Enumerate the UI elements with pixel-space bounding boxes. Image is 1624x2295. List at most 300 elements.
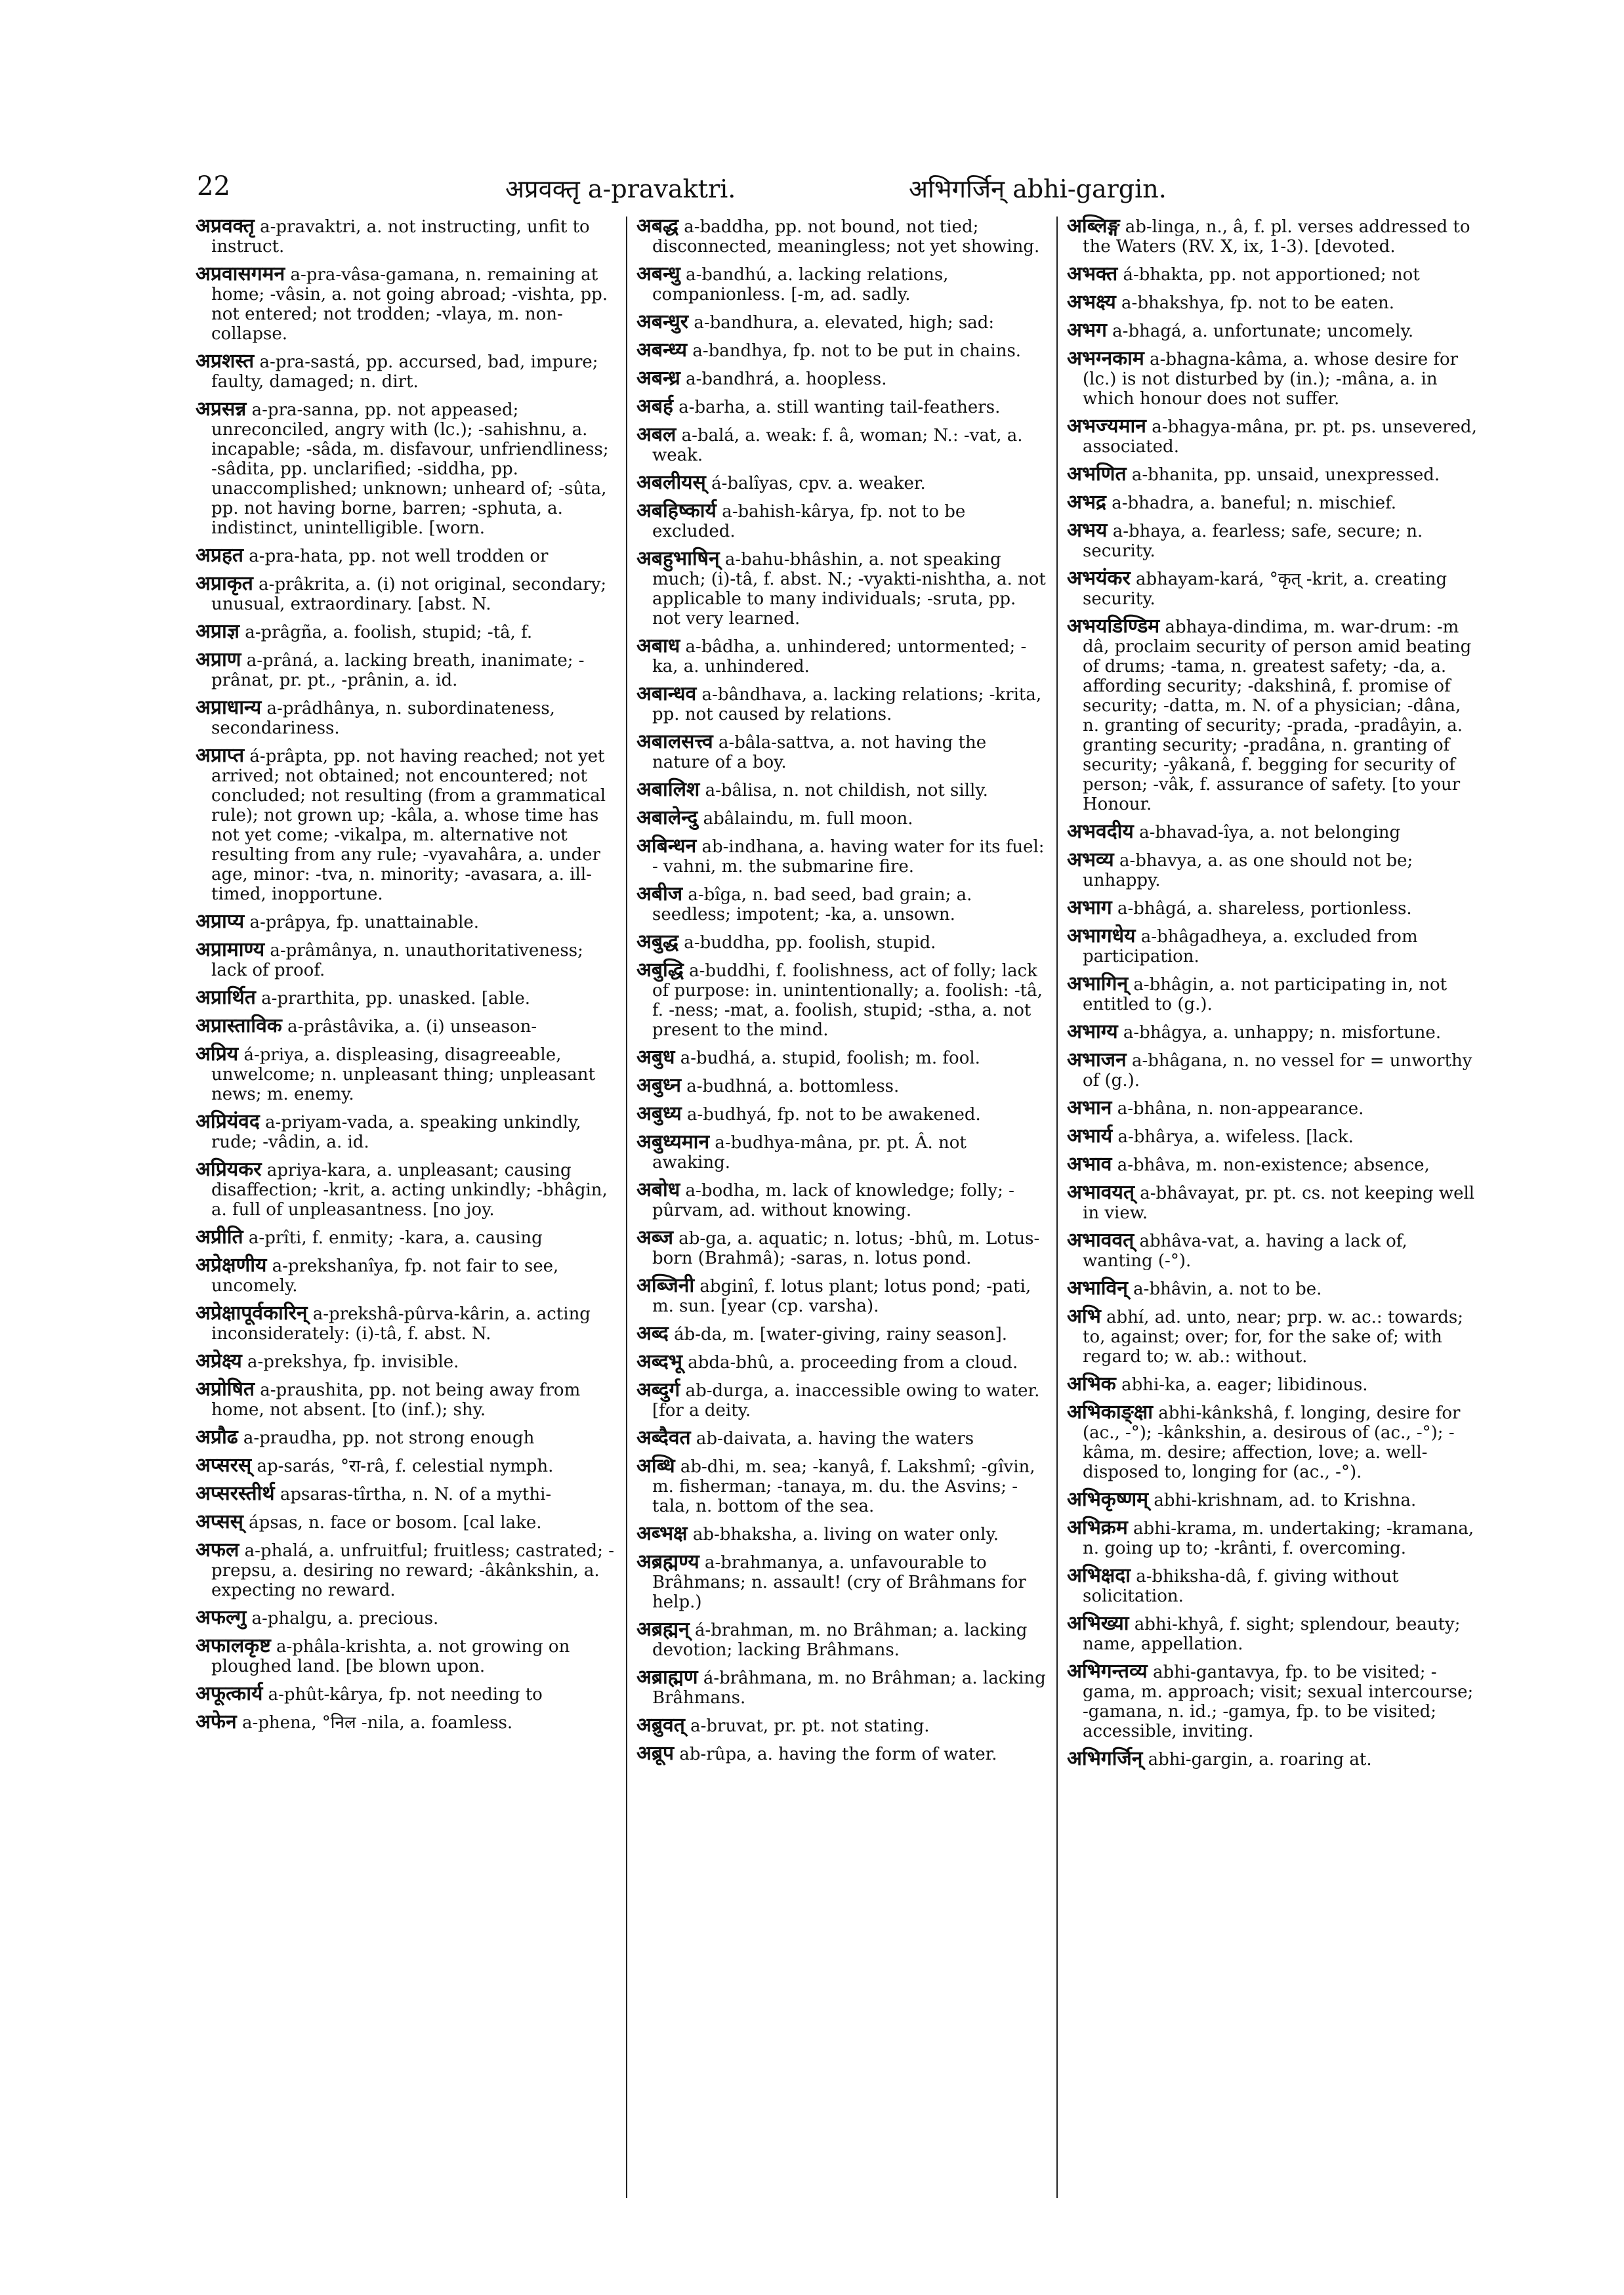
definition: apriya-kara, a. unpleasant; causing disaffection; -krit, a. acting unkindly; -bhâgin, a. full of unpleasantness. [no joy. (211, 1161, 608, 1220)
headword: अबालेन्दु (636, 806, 698, 829)
dictionary-entry (196, 1016, 618, 1037)
dictionary-entry (636, 1324, 1049, 1344)
headword: अब्रूप (636, 1742, 675, 1765)
dictionary-entry (636, 1228, 1049, 1268)
headword: अप्राप्त (196, 744, 245, 767)
headword: अप्रिय (196, 1043, 239, 1065)
dictionary-entry (1067, 1279, 1479, 1299)
column-left (196, 217, 626, 2198)
column-right (1056, 217, 1487, 2198)
dictionary-entry (196, 1540, 618, 1600)
headword: अबन्धुर (636, 310, 689, 333)
headword: अबुध (636, 1046, 675, 1069)
definition: a-prarthita, pp. unasked. [able. (261, 989, 531, 1008)
definition: a-praudha, pp. not strong enough (243, 1428, 535, 1448)
dictionary-entry (196, 1112, 618, 1152)
definition: abhi-kânkshâ, f. longing, desire for (ac., -°); -kânkshin, a. desirous of (ac., -°); -kâma, m. desire; affection, love; a. well-disposed to, longing for (ac., -°). (1083, 1403, 1461, 1482)
dictionary-entry (1067, 1127, 1479, 1147)
definition: a-prâkrita, a. (i) not original, secondary; unusual, extraordinary. [abst. N. (211, 575, 607, 614)
headword: अप्रियंवद (196, 1110, 260, 1133)
headword: अबन्ध्र (636, 367, 680, 390)
headword: अप्रामाण्य (196, 938, 265, 961)
headword: अब्द (636, 1322, 669, 1345)
definition: ab-linga, n., â, f. pl. verses addressed to the Waters (RV. X, ix, 1-3). [devoted. (1083, 217, 1470, 257)
definition: a-prekshâ-pûrva-kârin, a. acting inconsiderately: (i)-tâ, f. abst. N. (211, 1304, 591, 1344)
definition: abhâva-vat, a. having a lack of, wanting (-°). (1083, 1231, 1407, 1271)
headword: अबाध (636, 634, 680, 657)
headword: अप्रेक्षापूर्वकारिन् (196, 1302, 308, 1325)
definition: a-phalgu, a. precious. (251, 1609, 439, 1628)
dictionary-entry (1067, 1155, 1479, 1175)
headword: अभाग्य (1067, 1020, 1118, 1043)
dictionary-entry (1067, 1022, 1479, 1043)
headword: अभाविन् (1067, 1277, 1128, 1300)
dictionary-entry (1067, 1098, 1479, 1119)
dictionary-entry (1067, 1050, 1479, 1090)
definition: a-phût-kârya, fp. not needing to (268, 1685, 543, 1705)
definition: a-bîga, n. bad seed, bad grain; a. seedless; impotent; -ka, a. unsown. (652, 885, 972, 924)
definition: a-bhavad-îya, a. not belonging (1139, 823, 1401, 842)
dictionary-entry (1067, 521, 1479, 561)
definition: a-buddhi, f. foolishness, act of folly; lack of purpose: in. unintentionally; a. foolish: -tâ, f. -ness; -mat, a. foolish, stupid; -stha, a. not present to the mind. (652, 961, 1043, 1040)
definition: a-bâdha, a. unhindered; untormented; -ka, a. unhindered. (652, 637, 1027, 676)
headword: अभिख्या (1067, 1612, 1129, 1635)
headword: अप्राप्य (196, 910, 245, 933)
dictionary-entry (196, 698, 618, 738)
definition: a-barha, a. still wanting tail-feathers. (678, 398, 1001, 417)
dictionary-entry (1067, 1749, 1479, 1769)
dictionary-entry (1067, 1403, 1479, 1482)
headword: अफेन (196, 1710, 237, 1733)
headword: अब्रुवत् (636, 1714, 685, 1737)
dictionary-entry (1067, 1566, 1479, 1606)
definition: a-bhadra, a. baneful; n. mischief. (1112, 493, 1397, 513)
definition: a-bhâna, n. non-appearance. (1117, 1099, 1364, 1119)
dictionary-entry (636, 425, 1049, 465)
definition: a-prâpya, fp. unattainable. (249, 913, 480, 932)
headword: अबन्धु (636, 262, 680, 285)
dictionary-entry (636, 264, 1049, 304)
headword: अभार्य (1067, 1125, 1113, 1148)
dictionary-entry (636, 1132, 1049, 1172)
definition: a-bandhya, fp. not to be put in chains. (692, 341, 1022, 361)
dictionary-entry (1067, 1662, 1479, 1741)
definition: a-bhagá, a. unfortunate; uncomely. (1112, 321, 1414, 341)
dictionary-entry (636, 1524, 1049, 1544)
definition: a-bandhú, a. lacking relations, companionless. [-m, ad. sadly. (652, 265, 949, 304)
dictionary-entry (196, 1456, 618, 1476)
dictionary-entry (636, 684, 1049, 724)
definition: a-phalá, a. unfruitful; fruitless; castrated; -prepsu, a. desiring no reward; -âkânkshin, a. expecting no reward. (211, 1541, 615, 1600)
headword: अप्रियकर (196, 1158, 262, 1181)
dictionary-entry (636, 1620, 1049, 1660)
definition: a-bodha, m. lack of knowledge; folly; -pûrvam, ad. without knowing. (652, 1181, 1014, 1220)
headword: अबल (636, 423, 677, 446)
dictionary-entry (1067, 1614, 1479, 1654)
dictionary-entry (636, 636, 1049, 676)
dictionary-entry (636, 1428, 1049, 1449)
headword: अभिगन्तव्य (1067, 1660, 1148, 1683)
definition: a-prâná, a. lacking breath, inanimate; -prânat, pr. pt., -prânin, a. id. (211, 651, 585, 690)
headword: अप्रार्थित (196, 986, 256, 1009)
definition: a-bahu-bhâshin, a. not speaking much; (i)-tâ, f. abst. N.; -vyakti-nishtha, a. not applicable to many individuals; -sruta, pp. not very learned. (652, 550, 1046, 629)
headword: अबिन्धन (636, 835, 697, 858)
headword: अभिगर्जिन् (1067, 1747, 1143, 1770)
headword: अबुद्धि (636, 959, 684, 982)
headword: अभग्नकाम (1067, 347, 1144, 370)
headword: अभागधेय (1067, 924, 1136, 947)
definition: abhayam-kará, °कृत् -krit, a. creating security. (1083, 569, 1447, 609)
definition: a-bhâvin, a. not to be. (1133, 1279, 1322, 1299)
headword: अभाग (1067, 896, 1112, 919)
headword: अब्दभू (636, 1350, 682, 1373)
definition: a-bhanita, pp. unsaid, unexpressed. (1131, 465, 1440, 485)
dictionary-entry (1067, 349, 1479, 409)
definition: abginî, f. lotus plant; lotus pond; -pati, m. sun. [year (cp. varsha). (652, 1277, 1031, 1316)
dictionary-entry (636, 549, 1049, 629)
headword: अभक्त (1067, 262, 1118, 285)
headword: अभिकृष्णम् (1067, 1488, 1149, 1511)
running-head-last-word: अभिगर्जिन् abhi-gargin. (909, 175, 1167, 203)
headword: अप्रास्ताविक (196, 1014, 282, 1037)
headword: अभिक्षदा (1067, 1564, 1131, 1587)
definition: a-buddha, pp. foolish, stupid. (684, 933, 936, 953)
dictionary-entry (196, 1160, 618, 1220)
headword: अभग (1067, 319, 1107, 342)
headword: अफालकृष्ट (196, 1634, 271, 1657)
headword: अभवदीय (1067, 820, 1134, 843)
dictionary-entry (636, 837, 1049, 877)
headword: अभि (1067, 1305, 1101, 1328)
definition: abhaya-dindima, m. war-drum: -m dâ, proclaim security of person amid beating of drums; -tama, n. greatest safety; -da, a. affording security; -dakshinâ, f. promise of security; -datta, m. N. of a physician; -dâna, n. granting of security; -prada, -pradâyin, a. granting security; -pradâna, n. granting of security; -yâkanâ, f. begging for security of person; -vâk, f. assurance of safety. [to your Honour. (1083, 617, 1472, 814)
definition: a-brahmanya, a. unfavourable to Brâhmans; n. assault! (cry of Brâhmans for help.) (652, 1553, 1026, 1612)
dictionary-entry (1067, 822, 1479, 842)
definition: a-bhâgana, n. no vessel for = unworthy of (g.). (1083, 1051, 1472, 1090)
definition: abhi-khyâ, f. sight; splendour, beauty; name, appellation. (1083, 1615, 1461, 1654)
dictionary-entry (636, 932, 1049, 953)
dictionary-entry (636, 1076, 1049, 1096)
definition: a-pra-vâsa-gamana, n. remaining at home; -vâsin, a. not going abroad; -vishta, pp. not entered; not trodden; -vlaya, m. non-collapse. (211, 265, 608, 344)
definition: a-baddha, pp. not bound, not tied; disconnected, meaningless; not yet showing. (652, 217, 1040, 257)
headword: अब्रह्मन् (636, 1618, 690, 1641)
dictionary-entry (636, 808, 1049, 829)
dictionary-entry (196, 1636, 618, 1676)
dictionary-entry (636, 501, 1049, 541)
headword: अप्रवक्तृ (196, 215, 255, 238)
dictionary-entry (1067, 569, 1479, 609)
dictionary-entry (1067, 617, 1479, 814)
dictionary-entry (636, 369, 1049, 389)
definition: a-budhyá, fp. not to be awakened. (687, 1105, 981, 1125)
headword: अप्सरस् (196, 1454, 252, 1477)
definition: a-prâgña, a. foolish, stupid; -tâ, f. (245, 623, 533, 642)
definition: a-pra-hata, pp. not well trodden or (249, 547, 549, 566)
headword: अब्रह्मण्य (636, 1550, 699, 1573)
headword: अब्लिङ्ग (1067, 215, 1120, 238)
headword: अफल (196, 1539, 239, 1561)
dictionary-entry (636, 1104, 1049, 1125)
headword: अबहुभाषिन् (636, 547, 720, 570)
definition: a-bhavya, a. as one should not be; unhappy. (1083, 851, 1413, 890)
dictionary-entry (636, 1457, 1049, 1516)
headword: अभज्यमान (1067, 415, 1146, 438)
dictionary-entry (1067, 217, 1479, 257)
headword: अब्राह्मण (636, 1666, 698, 1689)
definition: a-prâstâvika, a. (i) unseason- (287, 1017, 537, 1037)
dictionary-entry (636, 397, 1049, 417)
dictionary-entry (196, 650, 618, 690)
definition: ab-daivata, a. having the waters (696, 1429, 974, 1449)
dictionary-entry (196, 622, 618, 642)
definition: ápsas, n. face or bosom. [cal lake. (249, 1513, 542, 1533)
headword: अफल्गु (196, 1606, 247, 1629)
definition: ab-indhana, a. having water for its fuel: - vahni, m. the submarine fire. (652, 837, 1045, 877)
dictionary-entry (196, 1228, 618, 1248)
dictionary-entry (1067, 293, 1479, 313)
headword: अबद्ध (636, 215, 679, 238)
dictionary-entry (1067, 1231, 1479, 1271)
headword: अभाववत् (1067, 1229, 1135, 1252)
definition: abhi-ka, a. eager; libidinous. (1121, 1375, 1368, 1395)
headword: अबुद्ध (636, 930, 679, 953)
dictionary-entry (1067, 465, 1479, 485)
headword: अभद्र (1067, 491, 1106, 514)
headword: अभान (1067, 1096, 1112, 1119)
definition: a-bhâgya, a. unhappy; n. misfortune. (1123, 1023, 1442, 1043)
headword: अप्राज्ञ (196, 620, 239, 643)
headword: अबीज (636, 882, 683, 905)
definition: ab-bhaksha, a. living on water only. (692, 1525, 999, 1544)
definition: a-bâla-sattva, a. not having the nature of a boy. (652, 733, 987, 772)
headword: अप्रशस्त (196, 350, 255, 373)
definition: a-bhârya, a. wifeless. [lack. (1117, 1127, 1354, 1147)
dictionary-entry (1067, 264, 1479, 285)
definition: a-pravaktri, a. not instructing, unfit to instruct. (211, 217, 590, 257)
dictionary-entry (196, 1484, 618, 1504)
headword: अबुध्न (636, 1074, 681, 1097)
definition: abhi-gargin, a. roaring at. (1148, 1750, 1372, 1769)
definition: á-priya, a. displeasing, disagreeable, unwelcome; n. unpleasant thing; unpleasant news; m. enemy. (211, 1045, 595, 1104)
definition: a-priyam-vada, a. speaking unkindly, rude; -vâdin, a. id. (211, 1113, 581, 1152)
headword: अप्रौढ (196, 1426, 238, 1449)
dictionary-entry (636, 961, 1049, 1040)
definition: abhi-gantavya, fp. to be visited; -gama, m. approach; visit; sexual intercourse; -gamana, n. id.; -gamya, fp. to be visited; accessible, inviting. (1083, 1663, 1474, 1741)
headword: अभयडिण्डिम (1067, 615, 1160, 638)
headword: अबालिश (636, 778, 700, 801)
dictionary-entry (196, 1380, 618, 1420)
headword: अब्जिनी (636, 1274, 695, 1297)
dictionary-entry (636, 312, 1049, 333)
definition: a-bhiksha-dâ, f. giving without solicitation. (1083, 1567, 1399, 1606)
headword: अफूत्कार्य (196, 1682, 263, 1705)
headword: अप्रवासगमन (196, 262, 285, 285)
headword: अभाजन (1067, 1048, 1127, 1071)
definition: a-prîti, f. enmity; -kara, a. causing (248, 1228, 543, 1248)
dictionary-entry (196, 400, 618, 538)
definition: a-bhagna-kâma, a. whose desire for (lc.) is not disturbed by (in.); -mâna, a. in which honour does not suffer. (1083, 350, 1459, 409)
headword: अब्ज (636, 1226, 673, 1249)
headword: अप्रोषित (196, 1378, 255, 1401)
dictionary-entry (196, 1428, 618, 1448)
dictionary-entry (636, 1180, 1049, 1220)
dictionary-entry (636, 1744, 1049, 1764)
headword: अब्भक्ष (636, 1522, 688, 1545)
definition: a-pra-sanna, pp. not appeased; unreconciled, angry with (lc.); -sahishnu, a. incapable; -sâda, m. disfavour, unfriendliness; -sâdita, pp. unclarified; -siddha, pp. unaccomplished; unknown; unheard of; -sûta, pp. not having borne, barren; -sphuta, a. indistinct, unintelligible. [worn. (211, 400, 609, 538)
definition: a-bâlisa, n. not childish, not silly. (705, 781, 988, 800)
headword: अभव्य (1067, 848, 1114, 871)
headword: अबान्धव (636, 682, 697, 705)
dictionary-entry (636, 1276, 1049, 1316)
dictionary-entry (636, 1048, 1049, 1068)
dictionary-entry (1067, 974, 1479, 1014)
headword: अब्धि (636, 1455, 675, 1478)
headword: अबर्ह (636, 395, 673, 418)
definition: abhi-krama, m. undertaking; -kramana, n. going up to; -krânti, f. overcoming. (1083, 1519, 1474, 1558)
dictionary-entry (636, 884, 1049, 924)
definition: a-pra-sastá, pp. accursed, bad, impure; faulty, damaged; n. dirt. (211, 352, 598, 392)
dictionary-entry (196, 1512, 618, 1533)
headword: अभयंकर (1067, 567, 1131, 590)
headword: अभावयत् (1067, 1181, 1135, 1204)
headword: अप्राधान्य (196, 696, 262, 719)
definition: á-bhakta, pp. not apportioned; not (1123, 265, 1420, 285)
dictionary-entry (196, 1256, 618, 1296)
headword: अप्सस् (196, 1510, 243, 1533)
definition: ap-sarás, °रा-râ, f. celestial nymph. (257, 1457, 554, 1476)
definition: a-praushita, pp. not being away from home, not absent. [to (inf.); shy. (211, 1380, 581, 1420)
dictionary-entry (636, 341, 1049, 361)
definition: a-bandhura, a. elevated, high; sad: (694, 313, 995, 333)
definition: a-prâdhânya, n. subordinateness, secondariness. (211, 699, 555, 738)
headword: अबन्ध्य (636, 339, 688, 362)
headword: अबुध्य (636, 1102, 682, 1125)
headword: अप्सरस्तीर्थ (196, 1482, 275, 1505)
dictionary-entry (1067, 417, 1479, 457)
dictionary-entry (1067, 1307, 1479, 1367)
dictionary-entry (196, 1304, 618, 1344)
dictionary-entry (196, 264, 618, 344)
page-header (197, 167, 1483, 207)
definition: a-phâla-krishta, a. not growing on ploughed land. [be blown upon. (211, 1637, 570, 1676)
headword: अप्रीति (196, 1226, 243, 1249)
dictionary-entry (196, 912, 618, 932)
running-head-first-word: अप्रवक्तृ a-pravaktri. (505, 175, 736, 203)
dictionary-columns (196, 217, 1487, 2198)
headword: अबुध्यमान (636, 1130, 710, 1153)
definition: a-bahish-kârya, fp. not to be excluded. (652, 502, 966, 541)
dictionary-entry (636, 217, 1049, 257)
definition: a-prâmânya, n. unauthoritativeness; lack of proof. (211, 941, 583, 980)
dictionary-entry (196, 1608, 618, 1628)
definition: ab-ga, a. aquatic; n. lotus; -bhû, m. Lotus-born (Brahmâ); -saras, n. lotus pond. (652, 1229, 1040, 1268)
dictionary-entry (196, 1712, 618, 1733)
definition: a-bhâgá, a. shareless, portionless. (1117, 899, 1412, 919)
definition: á-brâhmana, m. no Brâhman; a. lacking Brâhmans. (652, 1668, 1046, 1708)
dictionary-entry (196, 1044, 618, 1104)
dictionary-entry (196, 352, 618, 392)
definition: a-phena, °निल -nila, a. foamless. (241, 1713, 513, 1733)
dictionary-entry (1067, 850, 1479, 890)
dictionary-entry (636, 473, 1049, 493)
definition: abhí, ad. unto, near; prp. w. ac.: towards; to, against; over; for, for the sake of; with regard to; w. ab.: without. (1083, 1308, 1463, 1367)
dictionary-entry (196, 546, 618, 566)
headword: अब्दुर्ग (636, 1378, 680, 1401)
definition: á-prâpta, pp. not having reached; not yet arrived; not obtained; not encountered; not concluded; not resulting (from a grammatical rule); not grown up; -kâla, a. whose time has not yet come; -vikalpa, m. alternative not resulting from any rule; -vyavahâra, a. under age, minor: -tva, n. minority; -avasara, a. ill-timed, inopportune. (211, 747, 606, 904)
dictionary-entry (636, 1716, 1049, 1736)
dictionary-entry (636, 1352, 1049, 1373)
dictionary-entry (1067, 321, 1479, 341)
dictionary-entry (196, 940, 618, 980)
page-number: 22 (197, 171, 230, 201)
definition: a-bhâva, m. non-existence; absence, (1117, 1155, 1430, 1175)
dictionary-entry (1067, 1183, 1479, 1223)
headword: अभिक (1067, 1373, 1116, 1396)
definition: a-budhná, a. bottomless. (686, 1077, 900, 1096)
definition: abda-bhû, a. proceeding from a cloud. (688, 1353, 1018, 1373)
dictionary-entry (196, 746, 618, 904)
headword: अभाव (1067, 1153, 1112, 1176)
headword: अबालसत्त्व (636, 730, 713, 753)
definition: a-bhâgadheya, a. excluded from participation. (1083, 927, 1418, 966)
dictionary-entry (196, 217, 618, 257)
dictionary-entry (1067, 1375, 1479, 1395)
definition: a-prekshanîya, fp. not fair to see, uncomely. (211, 1256, 559, 1296)
dictionary-entry (636, 780, 1049, 800)
headword: अबहिष्कार्य (636, 499, 717, 522)
definition: a-bhakshya, fp. not to be eaten. (1121, 293, 1395, 313)
column-middle (626, 217, 1056, 2198)
definition: a-balá, a. weak: f. â, woman; N.: -vat, a. weak. (652, 426, 1023, 465)
definition: a-bandhrá, a. hoopless. (686, 369, 887, 389)
headword: अबलीयस् (636, 471, 706, 494)
dictionary-entry (636, 1380, 1049, 1420)
dictionary-entry (1067, 926, 1479, 966)
definition: a-bhagya-mâna, pr. pt. ps. unsevered, associated. (1083, 417, 1477, 457)
headword: अबोध (636, 1178, 680, 1201)
headword: अभिक्रम (1067, 1516, 1128, 1539)
definition: a-budhá, a. stupid, foolish; m. fool. (680, 1048, 980, 1068)
dictionary-entry (636, 1552, 1049, 1612)
definition: abhi-krishnam, ad. to Krishna. (1154, 1491, 1417, 1510)
definition: á-balîyas, cpv. a. weaker. (711, 474, 926, 493)
headword: अप्राण (196, 648, 241, 671)
definition: á-brahman, m. no Brâhman; a. lacking devotion; lacking Brâhmans. (652, 1621, 1028, 1660)
definition: a-bhaya, a. fearless; safe, secure; n. security. (1083, 522, 1423, 561)
headword: अप्रेक्ष्य (196, 1350, 242, 1373)
dictionary-entry (1067, 1518, 1479, 1558)
dictionary-entry (636, 732, 1049, 772)
definition: a-bhâvayat, pr. pt. cs. not keeping well in view. (1083, 1184, 1475, 1223)
definition: ab-rûpa, a. having the form of water. (679, 1745, 997, 1764)
dictionary-entry (636, 1668, 1049, 1708)
headword: अभिकाङ्क्षा (1067, 1401, 1153, 1424)
definition: abâlaindu, m. full moon. (703, 809, 913, 829)
definition: ab-durga, a. inaccessible owing to water. [for a deity. (652, 1381, 1040, 1420)
headword: अभागिन् (1067, 972, 1129, 995)
definition: a-bândhava, a. lacking relations; -krita, pp. not caused by relations. (652, 685, 1042, 724)
definition: a-bruvat, pr. pt. not stating. (690, 1716, 930, 1736)
dictionary-entry (196, 574, 618, 614)
definition: apsaras-tîrtha, n. N. of a mythi- (280, 1485, 552, 1504)
dictionary-entry (196, 988, 618, 1008)
dictionary-entry (1067, 1490, 1479, 1510)
dictionary-entry (1067, 898, 1479, 919)
headword: अप्रहत (196, 544, 244, 567)
definition: a-prekshya, fp. invisible. (247, 1352, 459, 1372)
headword: अब्दैवत (636, 1426, 691, 1449)
definition: a-bhâgin, a. not participating in, not entitled to (g.). (1083, 975, 1447, 1014)
dictionary-entry (196, 1352, 618, 1372)
